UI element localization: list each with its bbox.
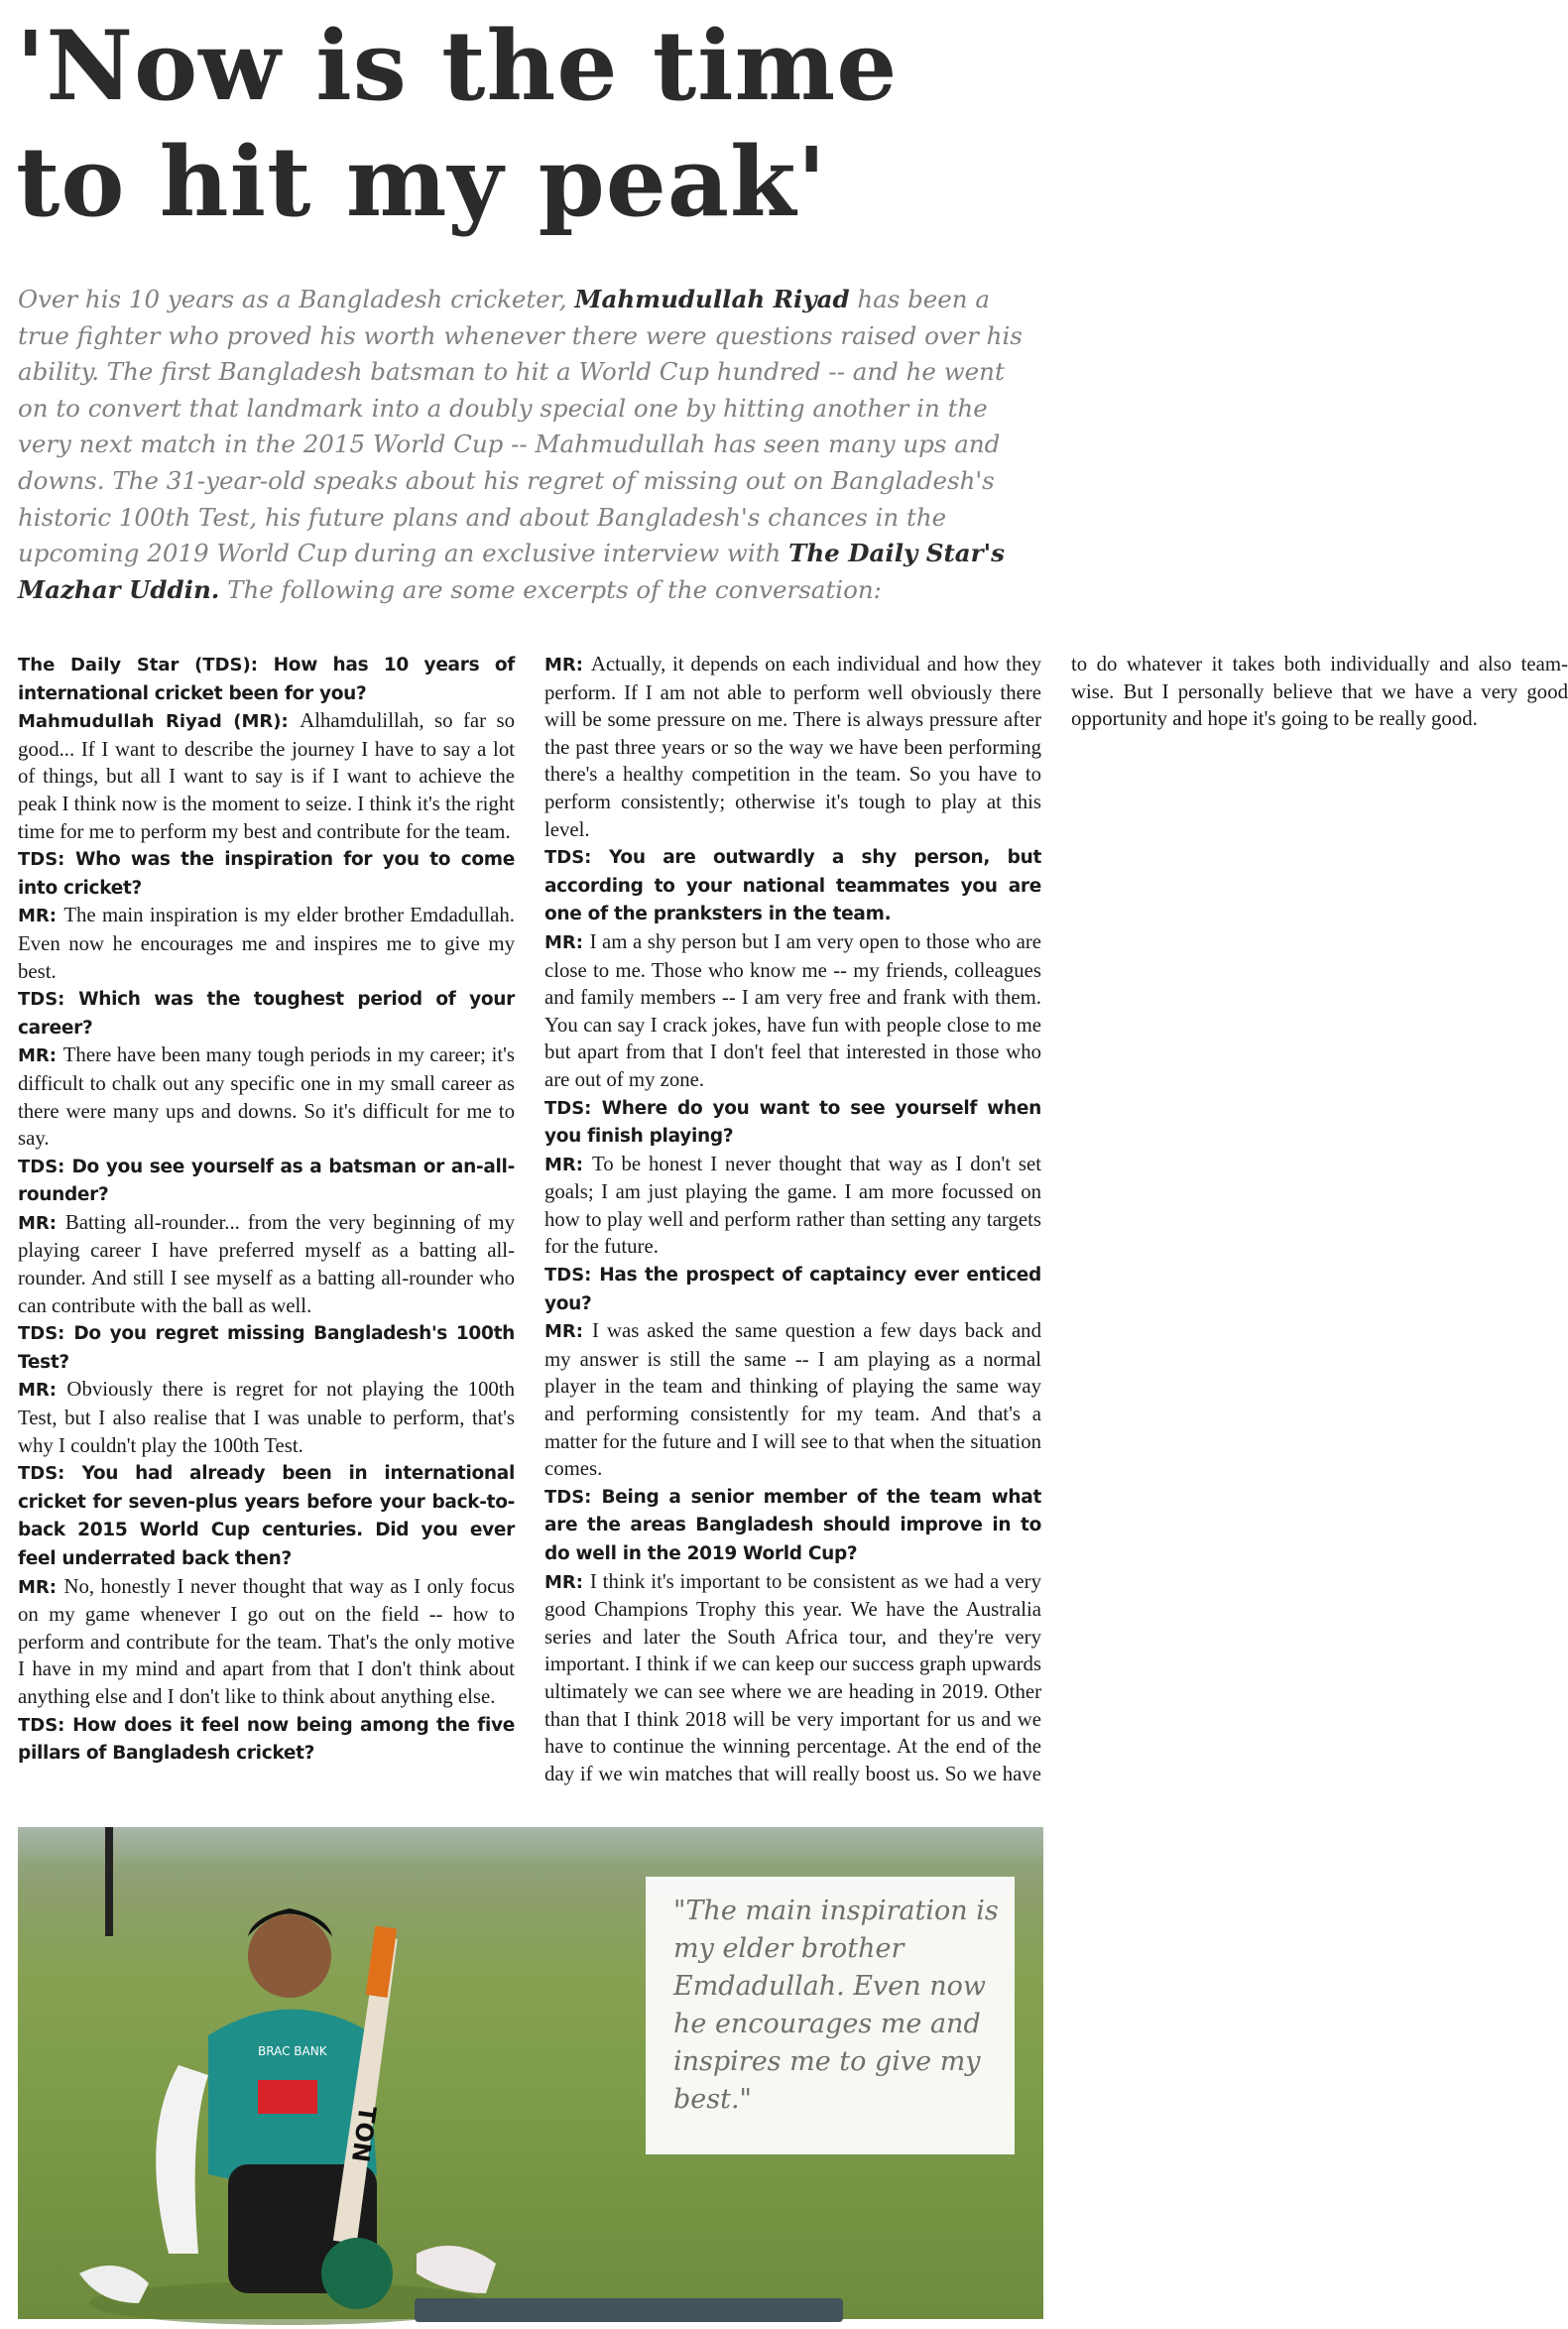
speaker-label: TDS: <box>18 1714 73 1736</box>
speaker-label: MR: <box>544 655 591 675</box>
intro-byline: The Daily Star's Mazhar Uddin. <box>18 539 1005 604</box>
interview-question <box>544 1094 1041 1151</box>
interview-answer <box>18 1573 515 1711</box>
interview-answer <box>18 1376 515 1459</box>
headline-line-1: 'Now is the time <box>16 10 899 122</box>
speaker-label: Mahmudullah Riyad (MR): <box>18 711 301 733</box>
answer-text: Batting all-rounder... from the very beginning of my playing career I have preferred myself as a batting all-rounder. And still I see myself as a batting all-rounder who can contribute with the ball as well. <box>18 1210 515 1317</box>
interview-question <box>544 1261 1041 1317</box>
speaker-label: TDS: <box>544 1097 602 1119</box>
speaker-label: MR: <box>18 1380 67 1402</box>
intro-part-3: The following are some excerpts of the conversation: <box>219 574 882 604</box>
answer-text: Obviously there is regret for not playing the 100th Test, but I also realise that I was unable to perform, that's why I couldn't play the 100th Test. <box>18 1378 515 1457</box>
speaker-label: MR: <box>18 1045 63 1067</box>
interview-answer <box>544 1151 1041 1261</box>
answer-text: No, honestly I never thought that way as I only focus on my game whenever I go out on the field -- how to perform and contribute for the team. That's the only motive I have in my mind and apart from that I don't think about anything else and I don't like to think about anything else. <box>18 1574 516 1708</box>
speaker-label: MR: <box>18 906 64 927</box>
interview-question <box>18 1153 515 1209</box>
answer-text: Actually, it depends on each individual and how they perform. If I am not able to perform well obviously there will be some pressure on me. There is always pressure after the past three years or so the way we have been performing there's a healthy competition in the team. So you have to perform consistently; otherwise it's tough to play at this level. <box>544 653 1041 841</box>
jersey-sponsor: BRAC BANK <box>258 2044 327 2058</box>
speaker-label: TDS: <box>18 1156 72 1177</box>
question-text: You had already been in international cricket for seven-plus years before your back-to-back 2015 World Cup centuries. Did you ever feel underrated back then? <box>18 1463 515 1569</box>
speaker-label: TDS: <box>544 847 610 869</box>
headline <box>16 8 1037 240</box>
answer-text: The main inspiration is my elder brother Emdadullah. Even now he encourages me and inspires me to give my best. <box>18 904 515 983</box>
answer-text: To be honest I never thought that way as I don't set goals; I am just playing the game. I am more focussed on how to play well and perform rather than setting any targets for the future. <box>544 1152 1041 1259</box>
interview-question <box>18 651 515 707</box>
interview-columns <box>18 651 1568 1807</box>
intro-part-2: has been a true fighter who proved his worth whenever there were questions raised over his ability. The first Bangladesh batsman to hit a World Cup hundred -- and he went on to convert that landmark into a doubly special one by hitting another in the very next match in the 2015 World Cup -- Mahmudullah has seen many ups and downs. The 31-year-old speaks about his regret of missing out on Bangladesh's historic 100th Test, his future plans and about Bangladesh's chances in the upcoming 2019 World Cup during an exclusive interview with <box>18 285 1023 568</box>
question-text: Do you see yourself as a batsman or an-all-rounder? <box>18 1156 515 1206</box>
intro-paragraph <box>18 282 1029 608</box>
speaker-label: MR: <box>544 931 590 953</box>
interview-question <box>544 843 1041 928</box>
speaker-label: MR: <box>544 1154 592 1175</box>
interview-question <box>18 1711 515 1768</box>
answer-text: There have been many tough periods in my career; it's difficult to chalk out any specific one in my small career as there were many ups and downs. So it's difficult for me to say. <box>18 1043 515 1151</box>
speaker-label: TDS: <box>544 1486 602 1508</box>
question-text: Being a senior member of the team what are the areas Bangladesh should improve in to do well in the 2019 World Cup? <box>544 1486 1041 1564</box>
question-text: You are outwardly a shy person, but according to your national teammates you are one of the pranksters in the team. <box>544 847 1041 925</box>
roller-bar <box>415 2298 843 2322</box>
question-text: Where do you want to see yourself when you finish playing? <box>544 1097 1042 1148</box>
speaker-label: TDS: <box>544 1265 600 1287</box>
interview-answer <box>18 902 515 985</box>
speaker-label: MR: <box>18 1576 64 1598</box>
question-text: How has 10 years of international cricket been for you? <box>18 655 515 704</box>
intro-part-1: Over his 10 years as a Bangladesh cricketer, <box>18 285 575 313</box>
intro-name: Mahmudullah Riyad <box>574 285 850 313</box>
interview-answer <box>18 1209 515 1319</box>
answer-text: I think it's important to be consistent as we had a very good Champions Trophy this year. We have the Australia series and later the South Africa tour, and they're very important. I think if we can keep our success graph upwards ultimately we can see where we are heading in 2019. Other than that I think 2018 will be very important for us and we have to continue the winning percentage. At the end of the day if we win matches that will really boost us. So we have to do whatever it takes both individually and also team-wise. But I personally believe that we have a very good opportunity and hope it's going to be really good. <box>544 653 1568 1785</box>
speaker-label: TDS: <box>18 989 79 1011</box>
speaker-label: TDS: <box>18 849 76 871</box>
answer-text: I was asked the same question a few days back and my answer is still the same -- I am playing as a normal player in the team and thinking of playing the same way and performing consistently for my team. And that's a matter for the future and I will see to that when the situation comes. <box>544 1319 1041 1481</box>
interview-answer <box>544 928 1041 1094</box>
question-text: Which was the toughest period of your career? <box>18 989 515 1039</box>
interview-answer <box>544 651 1041 843</box>
interview-question <box>18 985 515 1042</box>
interview-question <box>18 845 515 902</box>
interview-answer <box>544 1317 1041 1483</box>
speaker-label: TDS: <box>18 1463 82 1485</box>
answer-text: Alhamdulillah, so far so good... If I want to describe the journey I have to say a lot of things, but all I want to say is if I want to achieve the peak I think now is the moment to seize. I think it's the right time for me to perform my best and contribute for the team. <box>18 709 515 843</box>
speaker-label: MR: <box>544 1571 590 1593</box>
headline-line-2: to hit my peak' <box>16 126 827 238</box>
interview-question <box>18 1459 515 1572</box>
interview-question <box>18 1319 515 1376</box>
interview-answer <box>18 707 515 845</box>
speaker-label: TDS: <box>18 1323 74 1345</box>
bat-label: TON <box>345 2104 382 2164</box>
question-text: Who was the inspiration for you to come into cricket? <box>18 849 515 899</box>
speaker-label: MR: <box>544 1321 593 1343</box>
answer-text: I am a shy person but I am very open to those who are close to me. Those who know me -- my friends, colleagues and family members -- I am very free and frank with them. You can say I crack jokes, have fun with people close to me but apart from that I don't feel that interested in those who are out of my zone. <box>544 929 1041 1091</box>
interview-question <box>544 1483 1041 1568</box>
question-text: Has the prospect of captaincy ever enticed you? <box>544 1265 1041 1314</box>
speaker-label: MR: <box>18 1212 65 1234</box>
question-text: How does it feel now being among the five pillars of Bangladesh cricket? <box>18 1714 515 1765</box>
question-text: Do you regret missing Bangladesh's 100th Test? <box>18 1323 515 1373</box>
speaker-label: The Daily Star (TDS): <box>18 655 274 675</box>
cricketer-illustration <box>60 1837 575 2323</box>
pull-quote: "The main inspiration is my elder brother Emdadullah. Even now he encourages me and inspires me to give my best." <box>673 1896 999 2115</box>
interview-answer <box>18 1042 515 1152</box>
